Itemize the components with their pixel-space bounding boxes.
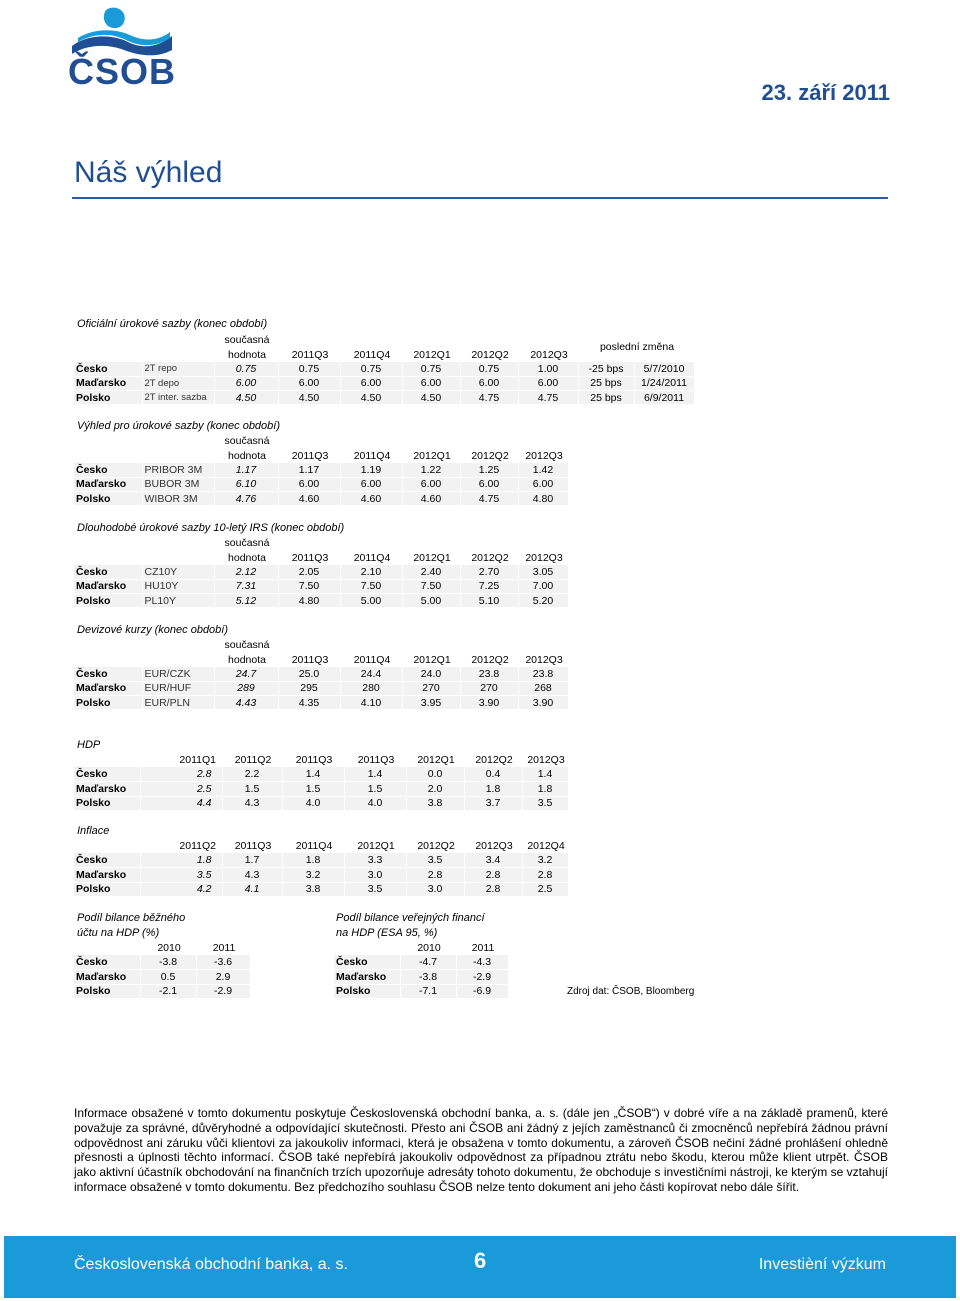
- official-rates-table: [74, 333, 695, 405]
- forecast-value: 7.50: [402, 579, 460, 593]
- table-row: [74, 594, 568, 608]
- inflation-value: 2.8: [522, 868, 568, 882]
- country-cell: Polsko: [74, 796, 140, 810]
- forecast-value: 1.17: [278, 463, 340, 477]
- gdp-value: 2.2: [222, 767, 282, 781]
- country-cell: Polsko: [74, 594, 142, 608]
- country-cell: Česko: [74, 463, 142, 477]
- period-header: 2011Q2: [179, 840, 216, 853]
- forecast-value: 295: [278, 681, 340, 695]
- table-row: [334, 984, 508, 998]
- data-source: Zdroj dat: ČSOB, Bloomberg: [567, 986, 695, 997]
- csob-wave-icon: [68, 6, 176, 56]
- forecast-value: 4.75: [518, 391, 578, 405]
- gdp-value: 2.0: [406, 782, 464, 796]
- forecast-value: 6.00: [278, 376, 340, 390]
- gdp-value: 4.0: [282, 796, 344, 810]
- forecast-value: 24.4: [340, 667, 402, 681]
- inflation-value: 3.5: [140, 868, 222, 882]
- footer-bar: [4, 1236, 956, 1298]
- gdp-value: 0.4: [464, 767, 522, 781]
- forecast-value: 1.19: [340, 463, 402, 477]
- balance-value: -3.6: [196, 955, 250, 969]
- disclaimer: Informace obsažené v tomto dokumentu poskytuje Československá obchodní banka, a. s. (dále jen „ČSOB“) v dobré víře a na základě pramenů, které považuje za správné, důvěryhodné a odpovídající skutečnosti. Přesto ani ČSOB ani žádný z jejích zaměstnanců či zmocněnců nepřebírá žádnou právní odpovědnost ani záruku vůči klientovi za jakoukoliv informaci, která je obsažena v tomto dokumentu, a zároveň ČSOB nečiní žádné prohlášení ohledně přesnosti a úplnosti těchto informací. ČSOB také nepřebírá jakoukoliv odpovědnost za případnou ztrátu nebo škodu, kterou může klient utrpět. ČSOB jako aktivní účastník obchodování na finančních trzích upozorňuje adresáty tohoto dokumentu, že obchoduje s investičními nástroji, ke kterým se vztahují informace obsažené v tomto dokumentu. Bez předchozího souhlasu ČSOB nelze tento dokument ani jeho části kopírovat nebo dále šířit.: [74, 1106, 888, 1194]
- gdp-value: 1.4: [522, 767, 568, 781]
- gdp-value: 4.0: [344, 796, 406, 810]
- forecast-value: 1.25: [460, 463, 518, 477]
- csob-logo: [68, 6, 176, 90]
- forecast-value: 0.75: [460, 362, 518, 376]
- period-header: 2011Q3: [357, 754, 395, 767]
- forecast-value: 6.00: [340, 376, 402, 390]
- table-row: [334, 970, 508, 984]
- balance-value: -3.8: [140, 955, 196, 969]
- inflation-value: 3.0: [406, 882, 464, 896]
- inflation-value: 3.2: [522, 853, 568, 867]
- forecast-value: 1.00: [518, 362, 578, 376]
- inflation-value: 3.0: [344, 868, 406, 882]
- period-header: 2012Q2: [471, 551, 509, 564]
- forecast-value: 4.60: [340, 492, 402, 506]
- balance-value: -2.1: [140, 984, 196, 998]
- gdp-value: 1.4: [344, 767, 406, 781]
- inflation-value: 4.1: [222, 882, 282, 896]
- gdp-value: 3.7: [464, 796, 522, 810]
- period-header: 2011Q4: [353, 551, 391, 564]
- period-header: 2012Q1: [413, 449, 451, 462]
- table-row: [74, 984, 250, 998]
- report-date: 23. září 2011: [761, 80, 890, 105]
- forecast-value: 3.90: [460, 696, 518, 710]
- table-row: [74, 391, 694, 405]
- forecast-value: 23.8: [518, 667, 568, 681]
- long-rates-table: [74, 536, 569, 608]
- forecast-value: 2.40: [402, 565, 460, 579]
- change-value: 25 bps: [578, 376, 634, 390]
- footer-bank-name: Československá obchodní banka, a. s.: [74, 1256, 348, 1273]
- current-account-subtitle: účtu na HDP (%): [77, 927, 160, 939]
- current-value: 4.43: [214, 696, 278, 710]
- forecast-value: 2.05: [278, 565, 340, 579]
- gdp-title: HDP: [77, 739, 101, 751]
- rate-code: HU10Y: [142, 579, 214, 593]
- inflation-value: 1.7: [222, 853, 282, 867]
- currency-pair: EUR/HUF: [142, 681, 214, 695]
- fx-table: [74, 638, 569, 710]
- forecast-value: 4.35: [278, 696, 340, 710]
- forecast-value: 6.00: [460, 376, 518, 390]
- table-row: [74, 767, 568, 781]
- period-header: 2012Q3: [475, 840, 513, 853]
- gdp-value: 1.5: [222, 782, 282, 796]
- current-label: hodnota: [228, 653, 266, 666]
- country-cell: Maďarsko: [334, 970, 400, 984]
- balance-value: -3.8: [400, 970, 456, 984]
- period-header: 2011Q1: [179, 754, 216, 767]
- inflation-value: 4.3: [222, 868, 282, 882]
- period-header: 2011Q3: [234, 840, 272, 853]
- forecast-value: 6.00: [518, 376, 578, 390]
- forecast-value: 7.50: [340, 579, 402, 593]
- page-title: Náš výhled: [74, 156, 223, 189]
- current-value: 7.31: [214, 579, 278, 593]
- current-value: 6.00: [214, 376, 278, 390]
- inflation-value: 3.5: [344, 882, 406, 896]
- forecast-value: 1.22: [402, 463, 460, 477]
- country-cell: Maďarsko: [74, 477, 142, 491]
- long-rates-title: Dlouhodobé úrokové sazby 10-letý IRS (konec období): [77, 522, 345, 534]
- inflation-value: 2.8: [464, 882, 522, 896]
- country-cell: Polsko: [74, 492, 142, 506]
- year-header: 2010: [417, 942, 441, 955]
- gdp-value: 2.8: [140, 767, 222, 781]
- forecast-value: 5.00: [340, 594, 402, 608]
- forecast-value: 6.00: [402, 477, 460, 491]
- rate-code: 2T depo: [142, 376, 214, 390]
- table-row: [74, 667, 568, 681]
- period-header: 2012Q1: [413, 348, 451, 361]
- page-number: 6: [474, 1248, 487, 1273]
- country-cell: Maďarsko: [74, 376, 142, 390]
- country-cell: Česko: [74, 853, 140, 867]
- year-header: 2011: [471, 942, 495, 955]
- table-row: [74, 362, 694, 376]
- current-value: 1.17: [214, 463, 278, 477]
- current-value: 2.12: [214, 565, 278, 579]
- table-row: [74, 477, 568, 491]
- current-label: hodnota: [228, 551, 266, 564]
- period-header: 2012Q2: [475, 754, 513, 767]
- current-label: současná: [224, 334, 270, 347]
- balance-value: -7.1: [400, 984, 456, 998]
- forecast-value: 5.10: [460, 594, 518, 608]
- period-header: 2012Q2: [471, 449, 509, 462]
- table-row: [74, 970, 250, 984]
- inflation-value: 4.2: [140, 882, 222, 896]
- public-finance-subtitle: na HDP (ESA 95, %): [336, 927, 438, 939]
- table-row: [74, 782, 568, 796]
- country-cell: Maďarsko: [74, 782, 140, 796]
- gdp-value: 3.8: [406, 796, 464, 810]
- inflation-title: Inflace: [77, 825, 110, 837]
- inflation-value: 1.8: [282, 853, 344, 867]
- inflation-value: 1.8: [140, 853, 222, 867]
- rate-code: PRIBOR 3M: [142, 463, 214, 477]
- table-row: [74, 853, 568, 867]
- inflation-value: 2.8: [406, 868, 464, 882]
- period-header: 2011Q3: [291, 551, 329, 564]
- period-header: 2012Q3: [525, 551, 563, 564]
- period-header: 2011Q3: [291, 449, 329, 462]
- table-row: [74, 492, 568, 506]
- country-cell: Česko: [334, 955, 400, 969]
- country-cell: Polsko: [74, 391, 142, 405]
- current-value: 4.50: [214, 391, 278, 405]
- current-value: 289: [214, 681, 278, 695]
- current-account-title: Podíl bilance běžného: [77, 912, 186, 924]
- rate-outlook-table: [74, 434, 569, 506]
- change-value: -25 bps: [578, 362, 634, 376]
- country-cell: Česko: [74, 955, 140, 969]
- forecast-value: 7.50: [278, 579, 340, 593]
- country-cell: Česko: [74, 667, 142, 681]
- forecast-value: 0.75: [340, 362, 402, 376]
- period-header: 2012Q2: [471, 653, 509, 666]
- inflation-value: 3.2: [282, 868, 344, 882]
- rate-outlook-title: Výhled pro úrokové sazby (konec období): [77, 420, 281, 432]
- change-date: 5/7/2010: [634, 362, 694, 376]
- current-account-table: [74, 941, 251, 999]
- table-row: [334, 955, 508, 969]
- forecast-value: 3.90: [518, 696, 568, 710]
- table-row: [74, 868, 568, 882]
- table-row: [74, 579, 568, 593]
- period-header: 2011Q4: [295, 840, 333, 853]
- country-cell: Česko: [74, 565, 142, 579]
- forecast-value: 4.75: [460, 492, 518, 506]
- forecast-value: 270: [402, 681, 460, 695]
- country-cell: Česko: [74, 767, 140, 781]
- period-header: 2011Q4: [353, 348, 391, 361]
- current-value: 5.12: [214, 594, 278, 608]
- balance-value: -4.7: [400, 955, 456, 969]
- forecast-value: 7.25: [460, 579, 518, 593]
- forecast-value: 5.20: [518, 594, 568, 608]
- currency-pair: EUR/CZK: [142, 667, 214, 681]
- gdp-value: 4.4: [140, 796, 222, 810]
- forecast-value: 7.00: [518, 579, 568, 593]
- period-header: 2012Q1: [357, 840, 395, 853]
- period-header: 2012Q2: [417, 840, 455, 853]
- balance-value: -2.9: [196, 984, 250, 998]
- forecast-value: 0.75: [402, 362, 460, 376]
- current-value: 4.76: [214, 492, 278, 506]
- forecast-value: 2.10: [340, 565, 402, 579]
- forecast-value: 4.75: [460, 391, 518, 405]
- current-label: současná: [224, 639, 270, 652]
- forecast-value: 6.00: [460, 477, 518, 491]
- gdp-value: 3.5: [522, 796, 568, 810]
- inflation-value: 3.5: [406, 853, 464, 867]
- country-cell: Polsko: [334, 984, 400, 998]
- forecast-value: 6.00: [278, 477, 340, 491]
- forecast-value: 4.80: [518, 492, 568, 506]
- gdp-value: 1.5: [344, 782, 406, 796]
- forecast-value: 6.00: [402, 376, 460, 390]
- inflation-value: 2.8: [464, 868, 522, 882]
- period-header: 2011Q4: [353, 653, 391, 666]
- period-header: 2012Q1: [413, 653, 451, 666]
- gdp-value: 2.5: [140, 782, 222, 796]
- country-cell: Polsko: [74, 984, 140, 998]
- change-date: 1/24/2011: [634, 376, 694, 390]
- period-header: 2012Q3: [530, 348, 568, 361]
- rate-code: CZ10Y: [142, 565, 214, 579]
- rate-code: PL10Y: [142, 594, 214, 608]
- current-value: 0.75: [214, 362, 278, 376]
- balance-value: -6.9: [456, 984, 508, 998]
- inflation-value: 3.8: [282, 882, 344, 896]
- rate-code: BUBOR 3M: [142, 477, 214, 491]
- forecast-value: 5.00: [402, 594, 460, 608]
- table-row: [74, 955, 250, 969]
- period-header: 2012Q1: [417, 754, 455, 767]
- forecast-value: 4.50: [340, 391, 402, 405]
- period-header: 2012Q2: [471, 348, 509, 361]
- gdp-value: 1.8: [464, 782, 522, 796]
- period-header: 2012Q4: [527, 840, 565, 853]
- forecast-value: 4.60: [402, 492, 460, 506]
- period-header: 2011Q2: [234, 754, 272, 767]
- inflation-value: 3.3: [344, 853, 406, 867]
- table-row: [74, 376, 694, 390]
- country-cell: Maďarsko: [74, 579, 142, 593]
- forecast-value: 2.70: [460, 565, 518, 579]
- inflation-value: 3.4: [464, 853, 522, 867]
- last-change-label: poslední změna: [599, 341, 675, 354]
- current-value: 24.7: [214, 667, 278, 681]
- balance-value: -2.9: [456, 970, 508, 984]
- table-row: [74, 681, 568, 695]
- forecast-value: 268: [518, 681, 568, 695]
- inflation-value: 2.5: [522, 882, 568, 896]
- period-header: 2012Q1: [413, 551, 451, 564]
- table-row: [74, 696, 568, 710]
- period-header: 2011Q3: [295, 754, 333, 767]
- forecast-value: 270: [460, 681, 518, 695]
- current-label: současná: [224, 537, 270, 550]
- country-cell: Maďarsko: [74, 681, 142, 695]
- change-date: 6/9/2011: [634, 391, 694, 405]
- year-header: 2010: [157, 942, 181, 955]
- forecast-value: 0.75: [278, 362, 340, 376]
- current-label: hodnota: [228, 449, 266, 462]
- balance-value: -4.3: [456, 955, 508, 969]
- period-header: 2012Q3: [527, 754, 565, 767]
- forecast-value: 4.60: [278, 492, 340, 506]
- logo-text: ČSOB: [68, 51, 177, 92]
- forecast-value: 25.0: [278, 667, 340, 681]
- period-header: 2011Q4: [353, 449, 391, 462]
- gdp-value: 0.0: [406, 767, 464, 781]
- forecast-value: 4.50: [278, 391, 340, 405]
- rate-code: 2T inter. sazba: [142, 391, 214, 405]
- table-row: [74, 565, 568, 579]
- official-rates-title: Oficiální úrokové sazby (konec období): [77, 318, 268, 330]
- current-label: současná: [224, 435, 270, 448]
- forecast-value: 3.05: [518, 565, 568, 579]
- period-header: 2012Q3: [525, 449, 563, 462]
- country-cell: Maďarsko: [74, 868, 140, 882]
- forecast-value: 6.00: [518, 477, 568, 491]
- forecast-value: 3.95: [402, 696, 460, 710]
- change-value: 25 bps: [578, 391, 634, 405]
- forecast-value: 24.0: [402, 667, 460, 681]
- forecast-value: 23.8: [460, 667, 518, 681]
- public-finance-title: Podíl bilance veřejných financí: [336, 912, 485, 924]
- footer-department: Investièní výzkum: [758, 1256, 886, 1273]
- period-header: 2012Q3: [525, 653, 563, 666]
- forecast-value: 6.00: [340, 477, 402, 491]
- country-cell: Česko: [74, 362, 142, 376]
- country-cell: Maďarsko: [74, 970, 140, 984]
- forecast-value: 4.10: [340, 696, 402, 710]
- balance-value: 2.9: [196, 970, 250, 984]
- rate-code: WIBOR 3M: [142, 492, 214, 506]
- fx-title: Devizové kurzy (konec období): [77, 624, 229, 636]
- current-label: hodnota: [228, 348, 266, 361]
- table-row: [74, 463, 568, 477]
- currency-pair: EUR/PLN: [142, 696, 214, 710]
- table-row: [74, 882, 568, 896]
- rate-code: 2T repo: [142, 362, 214, 376]
- public-finance-table: [334, 941, 509, 999]
- gdp-value: 4.3: [222, 796, 282, 810]
- table-row: [74, 796, 568, 810]
- gdp-table: [74, 753, 569, 811]
- gdp-value: 1.8: [522, 782, 568, 796]
- period-header: 2011Q3: [291, 348, 329, 361]
- forecast-value: 280: [340, 681, 402, 695]
- forecast-value: 4.80: [278, 594, 340, 608]
- period-header: 2011Q3: [291, 653, 329, 666]
- year-header: 2011: [212, 942, 236, 955]
- country-cell: Polsko: [74, 696, 142, 710]
- current-value: 6.10: [214, 477, 278, 491]
- country-cell: Polsko: [74, 882, 140, 896]
- gdp-value: 1.5: [282, 782, 344, 796]
- forecast-value: 1.42: [518, 463, 568, 477]
- gdp-value: 1.4: [282, 767, 344, 781]
- title-divider: [72, 197, 888, 199]
- balance-value: 0.5: [140, 970, 196, 984]
- inflation-table: [74, 839, 569, 897]
- forecast-value: 4.50: [402, 391, 460, 405]
